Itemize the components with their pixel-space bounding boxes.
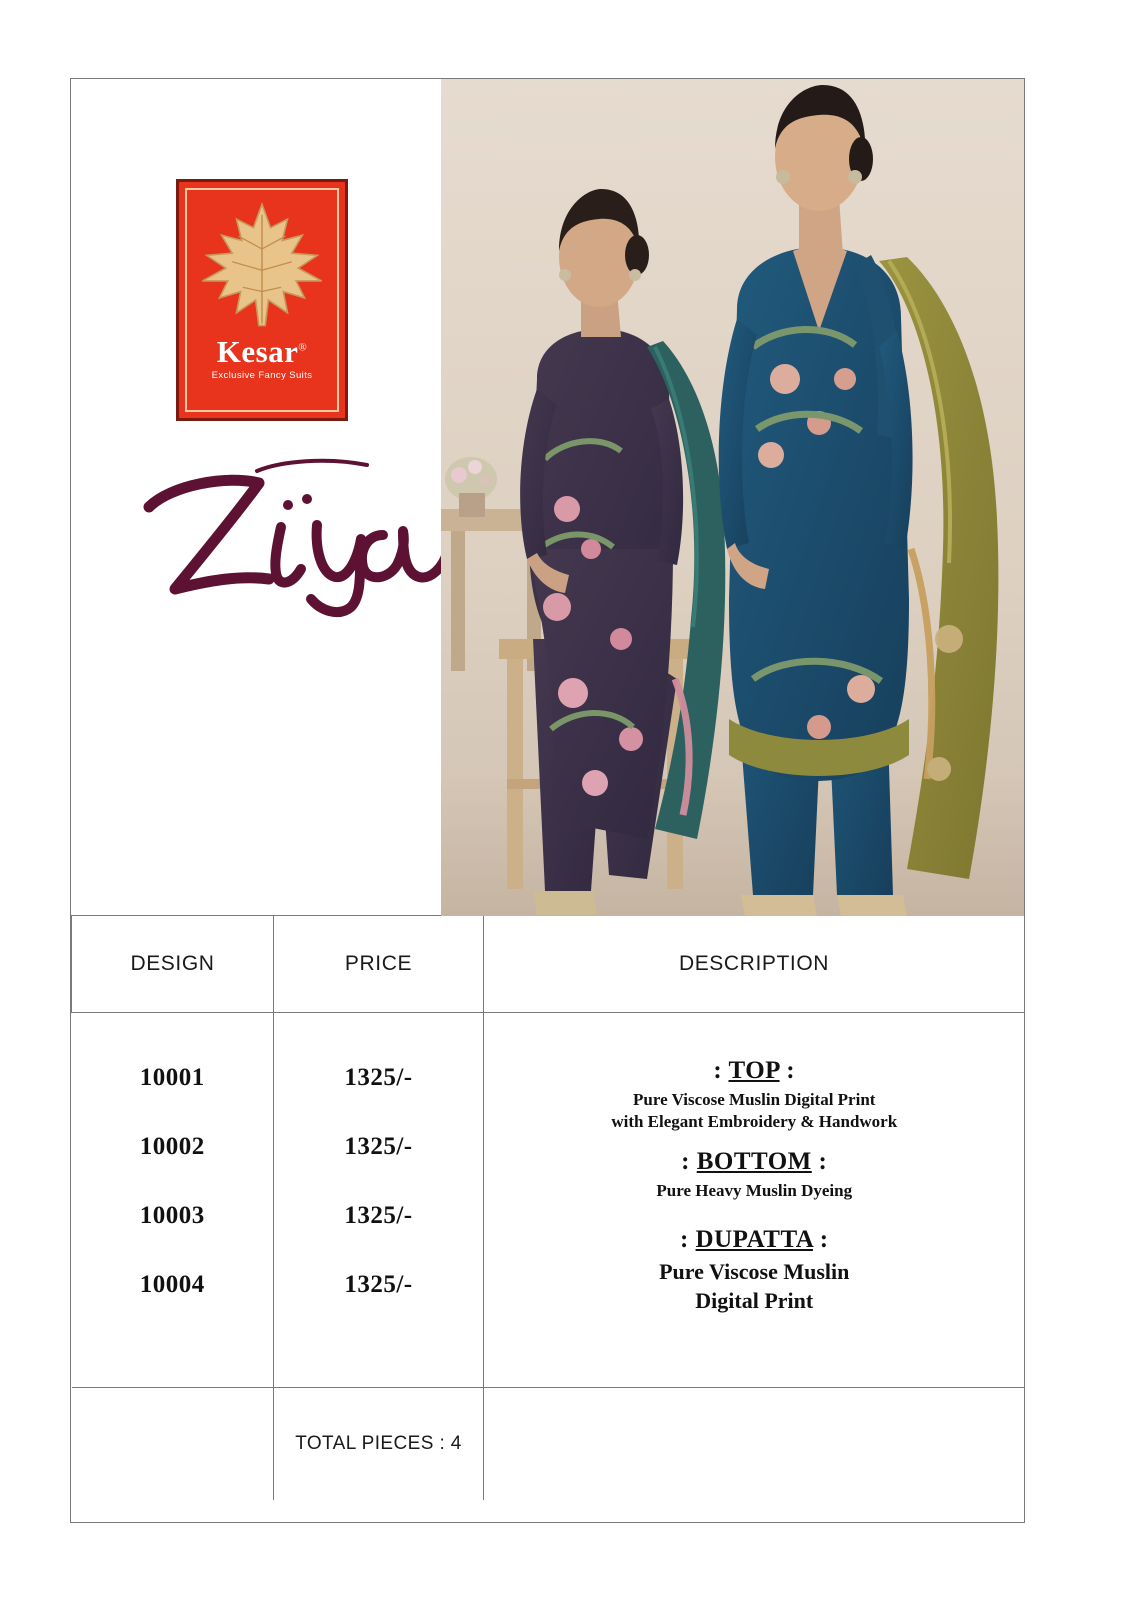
- description-cell: [484, 1013, 1025, 1388]
- table-header-row: [72, 916, 1025, 1013]
- list-item: 10001: [139, 1064, 205, 1091]
- spacer: [502, 1202, 1007, 1212]
- prices-cell: [274, 1013, 484, 1388]
- description-top-line-2: with Elegant Embroidery & Handwork: [611, 1112, 898, 1132]
- bottom-label-text: : BOTTOM :: [681, 1147, 828, 1175]
- description-block: [484, 1013, 1025, 1326]
- dupatta-label-text: : DUPATTA :: [679, 1226, 829, 1254]
- top-label-text: : TOP :: [713, 1057, 796, 1084]
- description-top-label: [502, 1057, 1007, 1085]
- total-pieces: TOTAL PIECES : 4: [274, 1388, 484, 1501]
- brand-tagline: Exclusive Fancy Suits: [211, 370, 313, 381]
- description-dupatta-label: [502, 1226, 1007, 1254]
- brand-logo: [176, 179, 348, 421]
- description-top-line-1: Pure Viscose Muslin Digital Print: [633, 1090, 876, 1109]
- brand-name: [217, 336, 308, 367]
- brand-block: [71, 79, 443, 915]
- brand-logo-inner: [185, 188, 339, 412]
- list-item: 10002: [139, 1133, 205, 1160]
- registered-mark: ®: [298, 341, 308, 354]
- collection-title: [131, 449, 461, 629]
- design-codes-cell: [72, 1013, 274, 1388]
- list-item: 1325/-: [344, 1271, 413, 1298]
- description-bottom-line-1: Pure Heavy Muslin Dyeing: [656, 1180, 853, 1200]
- maple-leaf-icon: [198, 200, 326, 332]
- column-header-price: PRICE: [274, 916, 484, 1013]
- list-item: 10003: [139, 1202, 205, 1229]
- table-body-row: [72, 1013, 1025, 1388]
- total-blank-left: [72, 1388, 274, 1501]
- catalogue-page: [70, 78, 1025, 1523]
- list-item: 1325/-: [344, 1133, 413, 1160]
- total-blank-right: [484, 1388, 1025, 1501]
- list-item: 1325/-: [344, 1202, 413, 1229]
- list-item: 1325/-: [344, 1064, 413, 1091]
- product-photo: [441, 79, 1024, 916]
- header-area: [71, 79, 1024, 916]
- column-header-design: DESIGN: [72, 916, 274, 1013]
- prices-list: [274, 1013, 483, 1297]
- brand-name-text: Kesar: [216, 334, 299, 369]
- column-header-description: DESCRIPTION: [484, 916, 1025, 1013]
- description-dupatta-line-2: Digital Print: [695, 1287, 814, 1313]
- description-dupatta-line-1: Pure Viscose Muslin: [659, 1259, 850, 1285]
- table-total-row: [72, 1388, 1025, 1501]
- list-item: 10004: [139, 1271, 205, 1298]
- design-codes-list: [72, 1013, 274, 1297]
- description-bottom-label: [502, 1148, 1007, 1176]
- details-table: [71, 916, 1025, 1500]
